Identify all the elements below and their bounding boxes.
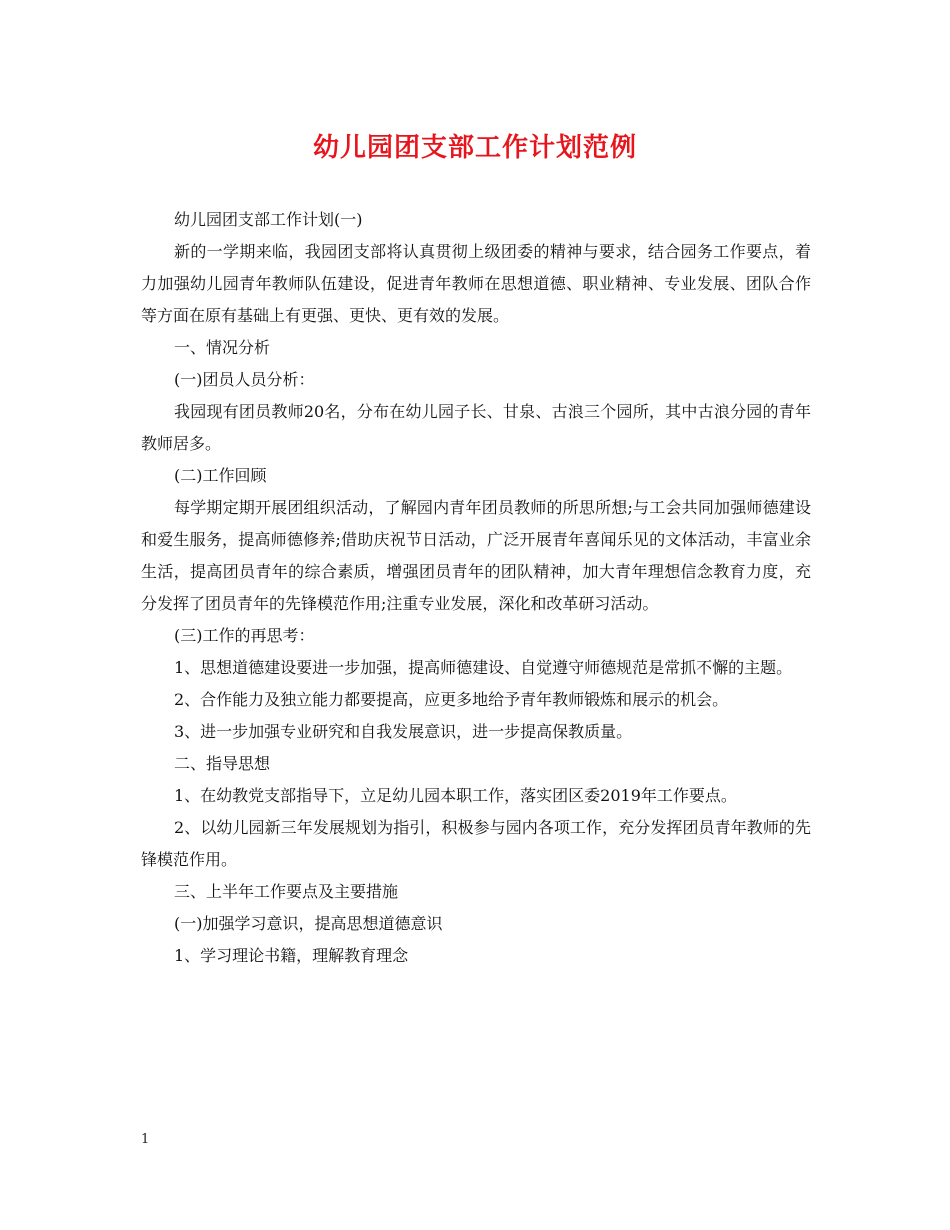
section-heading-guidance: 二、指导思想 (174, 754, 271, 773)
section-heading-analysis: 一、情况分析 (174, 338, 271, 357)
subheading-review: (二)工作回顾 (174, 466, 267, 485)
section-heading-measures: 三、上半年工作要点及主要措施 (174, 882, 399, 901)
document-body (141, 204, 811, 972)
paragraph-review: 每学期定期开展团组织活动，了解园内青年团员教师的所思所想;与工会共同加强师德建设和爱生服务，提高师德修养;借助庆祝节日活动，广泛开展青年喜闻乐见的文体活动，丰富业余生活，提高团员青年的综合素质，增强团员青年的团队精神，加大青年理想信念教育力度，充分发挥了团员青年的先锋模范作用;注重专业发展，深化和改革研习活动。 (141, 498, 811, 613)
list-item-study-1: 1、学习理论书籍，理解教育理念 (174, 946, 409, 965)
list-item-rethink-2: 2、合作能力及独立能力都要提高，应更多地给予青年教师锻炼和展示的机会。 (174, 690, 729, 709)
document-title: 幼儿园团支部工作计划范例 (312, 133, 637, 163)
list-item-guidance-2: 2、以幼儿园新三年发展规划为指引，积极参与园内各项工作，充分发挥团员青年教师的先锋模范作用。 (141, 818, 811, 869)
subheading-study: (一)加强学习意识，提高思想道德意识 (174, 914, 443, 933)
list-item-guidance-1: 1、在幼教党支部指导下，立足幼儿园本职工作，落实团区委2019年工作要点。 (174, 786, 737, 805)
paragraph-members: 我园现有团员教师20名，分布在幼儿园子长、甘泉、古浪三个园所，其中古浪分园的青年教师居多。 (141, 402, 811, 453)
subheading-rethink: (三)工作的再思考： (174, 626, 315, 645)
list-item-rethink-1: 1、思想道德建设要进一步加强，提高师德建设、自觉遵守师德规范是常抓不懈的主题。 (174, 658, 793, 677)
list-item-rethink-3: 3、进一步加强专业研究和自我发展意识，进一步提高保教质量。 (174, 722, 633, 741)
paragraph-intro: 新的一学期来临，我园团支部将认真贯彻上级团委的精神与要求，结合园务工作要点，着力加强幼儿园青年教师队伍建设，促进青年教师在思想道德、职业精神、专业发展、团队合作等方面在原有基础上有更强、更快、更有效的发展。 (141, 242, 811, 325)
page-number: 1 (141, 1132, 150, 1147)
paragraph-plan-heading: 幼儿园团支部工作计划(一) (174, 210, 363, 229)
subheading-members: (一)团员人员分析： (174, 370, 315, 389)
